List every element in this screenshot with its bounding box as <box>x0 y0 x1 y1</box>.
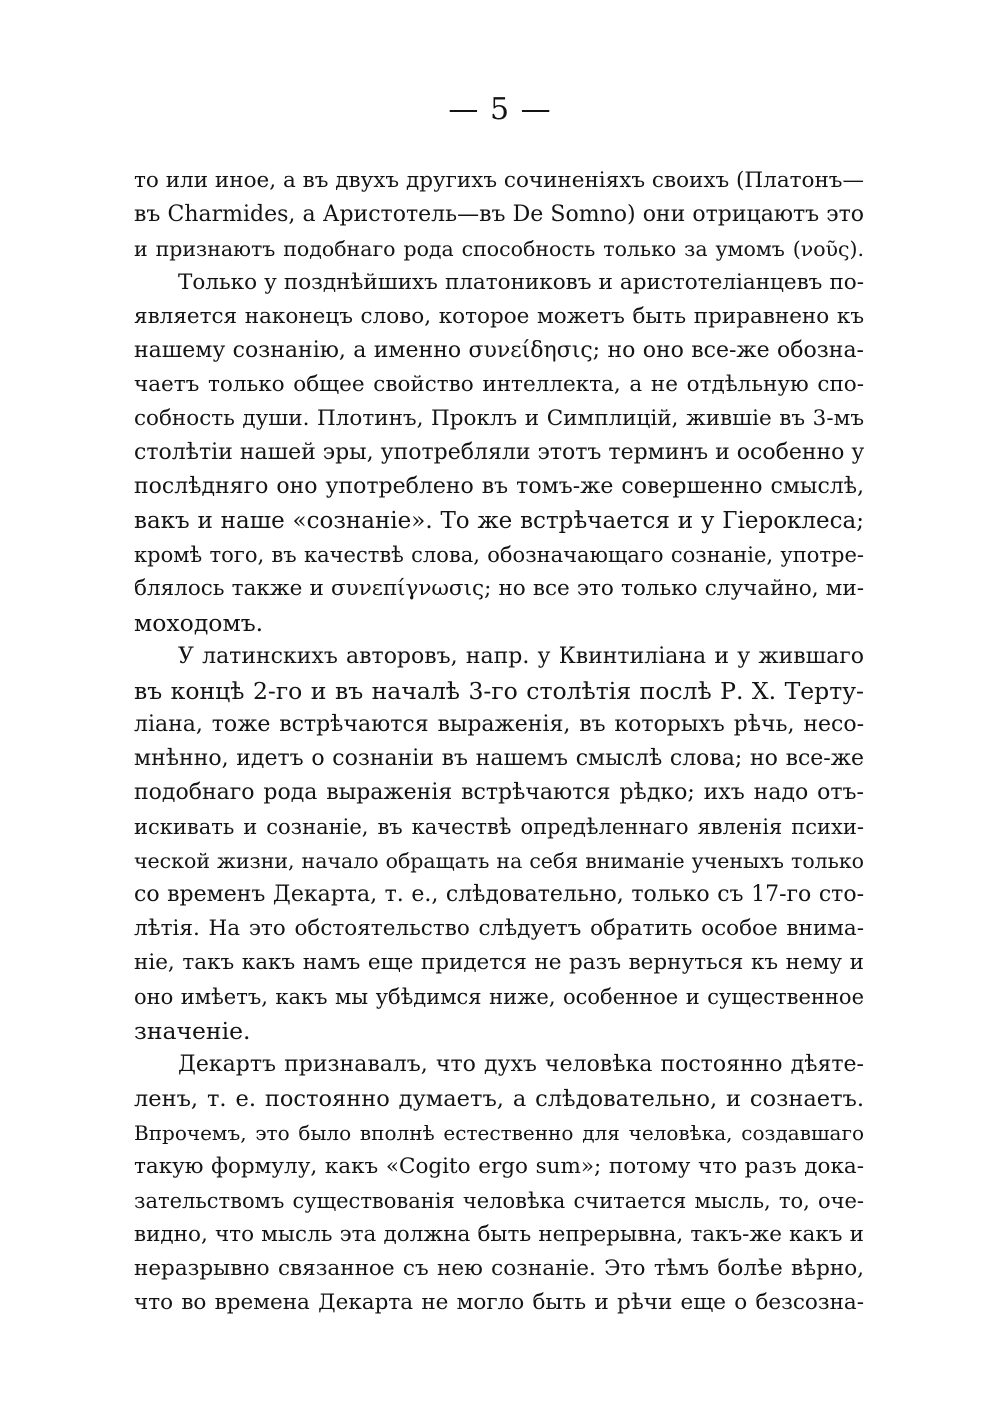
text-line: является наконецъ слово, которое можетъ быть приравнено къ <box>134 304 864 329</box>
text-line: подобнаго рода выраженія встрѣчаются рѣдко; ихъ надо отъ- <box>134 780 864 805</box>
text-line: неразрывно связанное съ нею сознаніе. Это тѣмъ болѣе вѣрно, <box>134 1256 864 1281</box>
text-line: ленъ, т. е. постоянно думаетъ, а слѣдовательно, и сознаетъ. <box>134 1086 864 1112</box>
text-line: оно имѣетъ, какъ мы убѣдимся ниже, особенное и существенное <box>134 985 864 1009</box>
text-line: кромѣ того, въ качествѣ слова, обозначающаго сознаніе, употре- <box>134 543 864 567</box>
text-line: зательствомъ существованія человѣка считается мысль, то, оче- <box>134 1189 864 1213</box>
text-line: столѣтіи нашей эры, употребляли этотъ терминъ и особенно у <box>134 440 864 465</box>
text-line: и признаютъ подобнаго рода способность только за умомъ (νοῦς). <box>134 237 864 261</box>
text-line: ліана, тоже встрѣчаются выраженія, въ которыхъ рѣчь, несо- <box>134 712 864 737</box>
text-line: нашему сознанію, а именно συνείδησις; но оно все-же обозна- <box>134 338 864 363</box>
text-line: моходомъ. <box>134 609 264 637</box>
text-line: такую формулу, какъ «Cogito ergo sum»; потому что разъ дока- <box>134 1154 864 1179</box>
page-number: — 5 — <box>448 92 552 127</box>
text-line: послѣдняго оно употреблено въ томъ-же совершенно смыслѣ, <box>134 474 864 499</box>
text-line: вакъ и наше «сознаніе». То же встрѣчается и у Гіероклеса; <box>134 508 864 534</box>
text-line: ніе, такъ какъ намъ еще придется не разъ вернуться къ нему и <box>134 950 864 975</box>
text-line: блялось также и συνεπίγνωσις; но все это только случайно, ми- <box>134 576 864 601</box>
text-line: видно, что мысль эта должна быть непрерывна, такъ-же какъ и <box>134 1222 864 1247</box>
paragraph-start: У латинскихъ авторовъ, напр. у Квинтиліана и у жившаго <box>178 644 864 669</box>
text-line: чаетъ только общее свойство интеллекта, а не отдѣльную спо- <box>134 372 864 397</box>
text-line: собность души. Плотинъ, Проклъ и Симплицій, жившіе въ 3-мъ <box>134 406 864 431</box>
text-line: что во времена Декарта не могло быть и рѣчи еще о безсозна- <box>134 1290 864 1315</box>
text-line: значеніе. <box>134 1017 251 1045</box>
text-line: въ концѣ 2-го и въ началѣ 3-го столѣтія послѣ Р. Х. Терту- <box>134 677 864 705</box>
paragraph-start: Декартъ признавалъ, что духъ человѣка постоянно дѣяте- <box>178 1052 864 1077</box>
text-line: мнѣнно, идетъ о сознаніи въ нашемъ смыслѣ слова; но все-же <box>134 746 864 771</box>
text-line: ческой жизни, начало обращать на себя вниманіе ученыхъ только <box>134 849 864 873</box>
text-line: со временъ Декарта, т. е., слѣдовательно, только съ 17-го сто- <box>134 882 864 907</box>
text-line: лѣтія. На это обстоятельство слѣдуетъ обратить особое внима- <box>134 916 864 941</box>
text-line: Впрочемъ, это было вполнѣ естественно для человѣка, создавшаго <box>134 1121 864 1145</box>
paragraph-start: Только у позднѣйшихъ платониковъ и аристотеліанцевъ по- <box>178 270 864 295</box>
text-line: то или иное, а въ двухъ другихъ сочиненіяхъ своихъ (Платонъ— <box>134 168 864 193</box>
text-line: искивать и сознаніе, въ качествѣ опредѣленнаго явленія психи- <box>134 815 864 839</box>
text-line: въ Charmides, а Аристотель—въ De Somno) они отрицаютъ это <box>134 202 864 227</box>
